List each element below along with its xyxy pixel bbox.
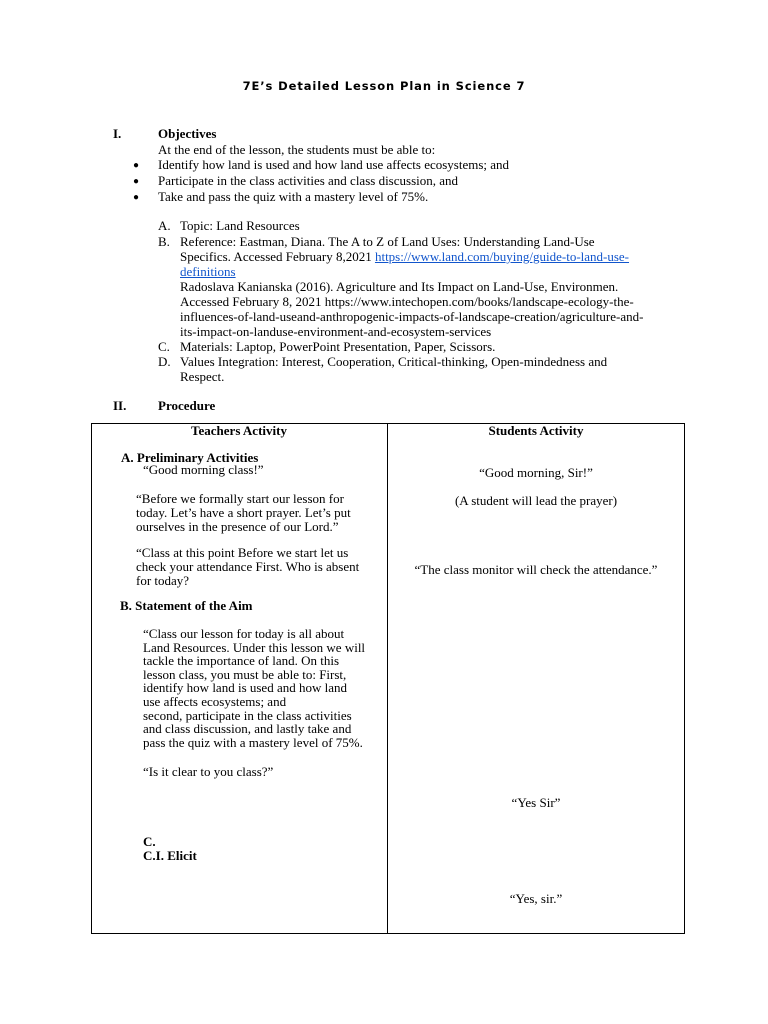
aim-paragraph-line: identify how land is used and how land <box>143 680 347 696</box>
preliminary-activities-heading: A. Preliminary Activities <box>121 450 259 465</box>
topic-letter: A. <box>158 218 171 233</box>
bullet-icon: ● <box>133 192 140 203</box>
elicit-letter: C. <box>143 834 156 849</box>
teacher-prayer: “Before we formally start our lesson for <box>136 491 344 506</box>
materials-letter: C. <box>158 339 170 354</box>
values-text: Values Integration: Interest, Cooperation, Critical-thinking, Open-mindedness and <box>180 354 608 369</box>
reference-line: Reference: Eastman, Diana. The A to Z of Land Uses: Understanding Land-Use <box>180 234 595 249</box>
student-prayer: (A student will lead the prayer) <box>454 493 618 508</box>
reference-letter: B. <box>158 234 170 249</box>
aim-question: “Is it clear to you class?” <box>143 764 274 779</box>
objectives-intro: At the end of the lesson, the students must be able to: <box>158 142 436 157</box>
reference-link-continued[interactable]: definitions <box>180 264 236 279</box>
aim-paragraph-line: pass the quiz with a mastery level of 75%. <box>143 734 363 750</box>
student-response-yes-sir: “Yes Sir” <box>511 795 561 810</box>
values-text: Respect. <box>180 369 225 384</box>
reference-line <box>180 249 629 264</box>
student-greeting: “Good morning, Sir!” <box>479 465 593 480</box>
teacher-greeting: “Good morning class!” <box>143 462 264 477</box>
aim-paragraph-line: tackle the importance of land. On this <box>143 653 340 669</box>
teacher-attendance: check your attendance First. Who is absent <box>136 559 360 574</box>
aim-paragraph-line: Land Resources. Under this lesson we will <box>143 639 366 655</box>
teacher-prayer: today. Let’s have a short prayer. Let’s put <box>136 505 351 520</box>
reference-line: its-impact-on-landuse-environment-and-ecosystem-services <box>180 324 492 339</box>
aim-paragraph-line: second, participate in the class activities <box>143 707 352 723</box>
teacher-attendance: “Class at this point Before we start let us <box>136 545 349 560</box>
bullet-icon: ● <box>133 176 140 187</box>
objectives-heading: Objectives <box>158 126 217 141</box>
statement-of-aim-heading: B. Statement of the Aim <box>120 598 253 613</box>
student-attendance: “The class monitor will check the attendance.” <box>414 562 658 577</box>
reference-text: Specifics. Accessed February 8,2021 <box>180 249 375 264</box>
aim-paragraph-line: lesson class, you must be able to: First, <box>143 666 347 682</box>
bullet-icon: ● <box>133 160 140 171</box>
section-numeral-objectives: I. <box>113 126 122 141</box>
teacher-attendance: for today? <box>136 573 190 588</box>
aim-paragraph-line: “Class our lesson for today is all about <box>143 626 345 641</box>
document-title: 7E’s Detailed Lesson Plan in Science 7 <box>242 79 526 93</box>
elicit-heading: C.I. Elicit <box>143 848 197 863</box>
reference-line: influences-of-land-useand-anthropogenic-impacts-of-landscape-creation/agriculture-and- <box>180 309 644 324</box>
teacher-prayer: ourselves in the presence of our Lord.” <box>136 519 339 534</box>
student-activity-header: Students Activity <box>488 423 584 438</box>
aim-paragraph-line: and class discussion, and lastly take and <box>143 721 352 737</box>
objective-item: Participate in the class activities and class discussion, and <box>158 173 459 188</box>
objective-item: Take and pass the quiz with a mastery level of 75%. <box>158 189 429 204</box>
materials-text: Materials: Laptop, PowerPoint Presentation, Paper, Scissors. <box>180 339 496 354</box>
aim-paragraph-line: use affects ecosystems; and <box>143 694 287 709</box>
student-response-yes-sir-2: “Yes, sir.” <box>509 891 563 906</box>
teacher-activity-header: Teachers Activity <box>191 423 287 438</box>
reference-link[interactable]: https://www.land.com/buying/guide-to-land-use- <box>374 249 630 264</box>
values-letter: D. <box>158 354 171 369</box>
topic-text: Topic: Land Resources <box>180 218 300 233</box>
objective-item: Identify how land is used and how land use affects ecosystems; and <box>158 157 510 172</box>
section-numeral-procedure: II. <box>113 398 127 413</box>
reference-line: Accessed February 8, 2021 https://www.intechopen.com/books/landscape-ecology-the- <box>180 294 634 309</box>
procedure-heading: Procedure <box>158 398 216 413</box>
reference-line <box>180 264 236 279</box>
reference-line: Radoslava Kanianska (2016). Agriculture and Its Impact on Land-Use, Environmen. <box>180 279 619 294</box>
